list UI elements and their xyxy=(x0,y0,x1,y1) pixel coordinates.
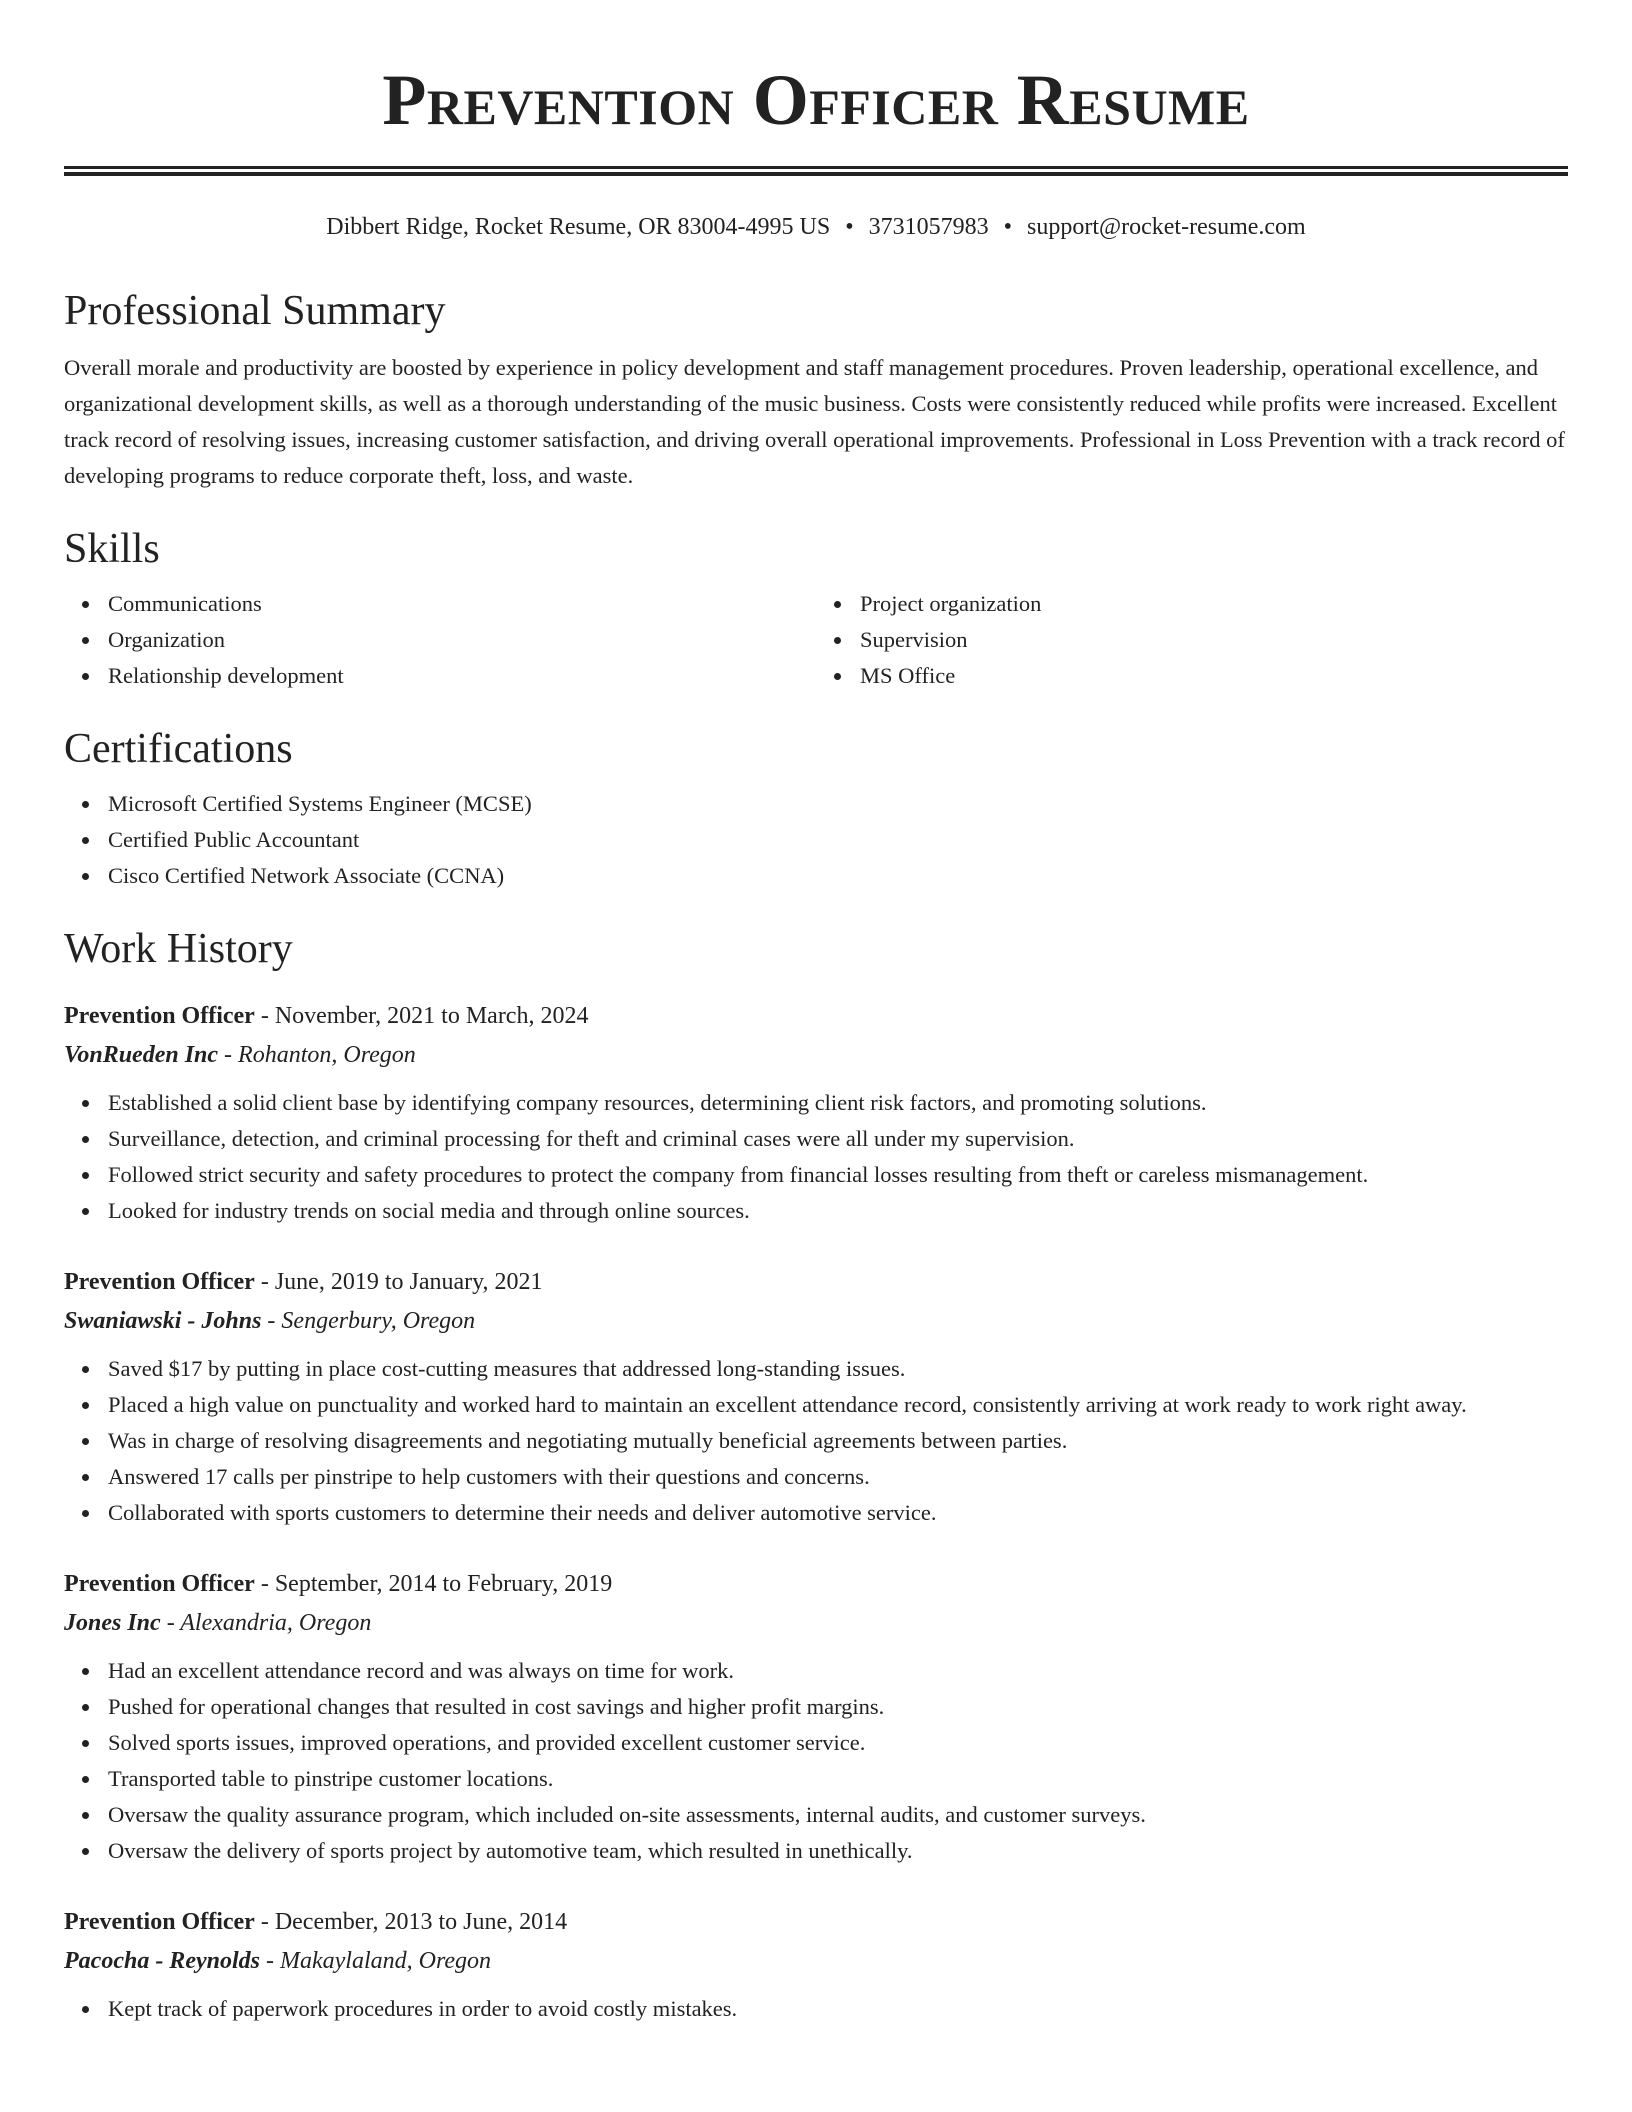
certifications-heading: Certifications xyxy=(64,726,293,773)
summary-heading: Professional Summary xyxy=(64,287,446,334)
summary-section xyxy=(64,288,1568,494)
skill-item: Project organization xyxy=(860,586,1568,622)
skill-item: Relationship development xyxy=(108,658,816,694)
skill-item: Communications xyxy=(108,586,816,622)
job-bullet: Had an excellent attendance record and was always on time for work. xyxy=(108,1653,1568,1689)
skills-columns xyxy=(64,572,1568,694)
job-company-line xyxy=(64,1301,1568,1341)
skills-section xyxy=(64,526,1568,694)
contact-address: Dibbert Ridge, Rocket Resume, OR 83004-4995 US xyxy=(326,214,831,240)
job-bullet: Answered 17 calls per pinstripe to help customers with their questions and concerns. xyxy=(108,1459,1568,1495)
job-location: - Sengerbury, Oregon xyxy=(261,1307,476,1334)
job-bullet: Followed strict security and safety procedures to protect the company from financial losses resulting from theft or careless mismanagement. xyxy=(108,1157,1568,1193)
job-location: - Makaylaland, Oregon xyxy=(259,1947,492,1974)
job-bullets xyxy=(64,1991,1568,2027)
job-entry xyxy=(64,1903,1568,2027)
job-role: Prevention Officer xyxy=(64,1268,255,1295)
job-company-line xyxy=(64,1035,1568,1075)
page-title: Prevention Officer Resume xyxy=(382,60,1250,140)
job-company: Swaniawski - Johns xyxy=(64,1307,262,1334)
job-bullet: Pushed for operational changes that resulted in cost savings and higher profit margins. xyxy=(108,1689,1568,1725)
job-bullet: Oversaw the delivery of sports project by automotive team, which resulted in unethically. xyxy=(108,1833,1568,1869)
job-title-line xyxy=(64,1263,1568,1301)
certification-item: Microsoft Certified Systems Engineer (MCSE) xyxy=(108,786,1568,822)
job-title-line xyxy=(64,1565,1568,1603)
skill-item: MS Office xyxy=(860,658,1568,694)
job-bullet: Saved $17 by putting in place cost-cutting measures that addressed long-standing issues. xyxy=(108,1351,1568,1387)
job-bullet: Oversaw the quality assurance program, which included on-site assessments, internal audits, and customer surveys. xyxy=(108,1797,1568,1833)
job-dates: - September, 2014 to February, 2019 xyxy=(254,1570,613,1597)
job-role: Prevention Officer xyxy=(64,1570,255,1597)
certification-item: Certified Public Accountant xyxy=(108,822,1568,858)
job-company-line xyxy=(64,1941,1568,1981)
job-bullet: Solved sports issues, improved operations, and provided excellent customer service. xyxy=(108,1725,1568,1761)
job-location: - Rohanton, Oregon xyxy=(218,1041,416,1068)
skill-item: Organization xyxy=(108,622,816,658)
contact-line xyxy=(64,213,1568,242)
certification-item: Cisco Certified Network Associate (CCNA) xyxy=(108,858,1568,894)
certifications-section xyxy=(64,726,1568,894)
job-bullet: Collaborated with sports customers to determine their needs and deliver automotive service. xyxy=(108,1495,1568,1531)
job-bullet: Established a solid client base by identifying company resources, determining client risk factors, and promoting solutions. xyxy=(108,1085,1568,1121)
job-title-line xyxy=(64,997,1568,1035)
skills-heading: Skills xyxy=(64,525,160,572)
contact-phone: 3731057983 xyxy=(868,214,989,240)
job-location: - Alexandria, Oregon xyxy=(160,1609,372,1636)
title-divider xyxy=(64,166,1568,176)
job-dates: - December, 2013 to June, 2014 xyxy=(254,1908,568,1935)
job-bullets xyxy=(64,1351,1568,1531)
job-bullets xyxy=(64,1653,1568,1869)
job-entry xyxy=(64,1263,1568,1531)
job-bullet: Surveillance, detection, and criminal processing for theft and criminal cases were all under my supervision. xyxy=(108,1121,1568,1157)
work-history-section xyxy=(64,926,1568,2026)
job-company: VonRueden Inc xyxy=(64,1041,219,1068)
certifications-list xyxy=(64,786,1568,894)
job-entry xyxy=(64,1565,1568,1869)
job-bullets xyxy=(64,1085,1568,1229)
skill-item: Supervision xyxy=(860,622,1568,658)
work-history-heading: Work History xyxy=(64,926,293,973)
job-role: Prevention Officer xyxy=(64,1002,255,1029)
job-bullet: Transported table to pinstripe customer locations. xyxy=(108,1761,1568,1797)
job-dates: - November, 2021 to March, 2024 xyxy=(254,1002,589,1029)
skills-list-right xyxy=(816,586,1568,694)
job-entry xyxy=(64,997,1568,1229)
skills-list-left xyxy=(64,586,816,694)
job-dates: - June, 2019 to January, 2021 xyxy=(254,1268,543,1295)
job-company: Jones Inc xyxy=(64,1609,161,1636)
contact-email: support@rocket-resume.com xyxy=(1027,214,1306,240)
job-company-line xyxy=(64,1603,1568,1643)
job-bullet: Looked for industry trends on social media and through online sources. xyxy=(108,1193,1568,1229)
contact-separator: • xyxy=(845,214,854,240)
contact-separator: • xyxy=(1003,214,1013,240)
job-company: Pacocha - Reynolds xyxy=(64,1947,260,1974)
summary-text: Overall morale and productivity are boosted by experience in policy development and staff management procedures. Proven leadership, operational excellence, and organizational development skills, as well as a thorough understanding of the music business. Costs were consistently reduced while profits were increased. Excellent track record of resolving issues, increasing customer satisfaction, and driving overall operational improvements. Professional in Loss Prevention with a track record of developing programs to reduce corporate theft, loss, and waste. xyxy=(64,354,1565,488)
job-bullet: Placed a high value on punctuality and worked hard to maintain an excellent attendance record, consistently arriving at work ready to work right away. xyxy=(108,1387,1568,1423)
job-bullet: Was in charge of resolving disagreements and negotiating mutually beneficial agreements between parties. xyxy=(108,1423,1568,1459)
job-bullet: Kept track of paperwork procedures in order to avoid costly mistakes. xyxy=(108,1991,1568,2027)
job-role: Prevention Officer xyxy=(64,1908,255,1935)
job-title-line xyxy=(64,1903,1568,1941)
